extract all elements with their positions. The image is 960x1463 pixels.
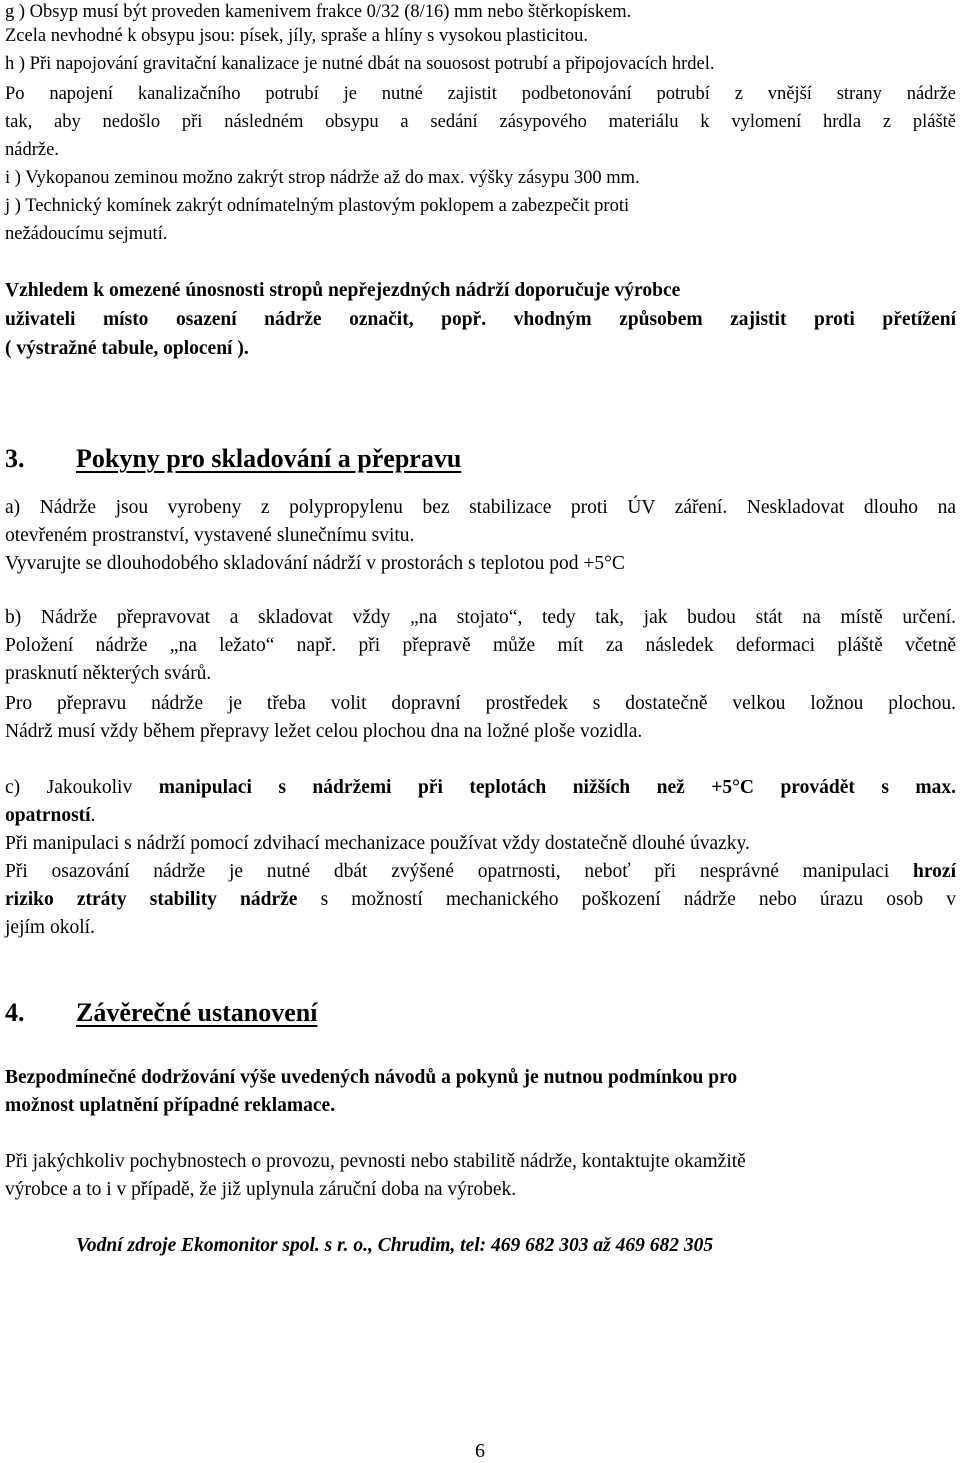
section-3-heading bbox=[5, 443, 461, 475]
company-contact: Vodní zdroje Ekomonitor spol. s r. o., Chrudim, tel: 469 682 303 až 469 682 305 bbox=[76, 1235, 714, 1256]
section-4-heading bbox=[5, 997, 317, 1029]
section-3-a-line-3: Vyvarujte se dlouhodobého skladování nádrží v prostorách s teplotou pod +5°C bbox=[5, 553, 625, 574]
section-3-c-line-4 bbox=[5, 860, 956, 884]
warning-line-1: Vzhledem k omezené únosnosti stropů nepřejezdných nádrží doporučuje výrobce bbox=[5, 280, 681, 301]
section-4-number: 4. bbox=[5, 998, 25, 1027]
section-3-b-line-1: b) Nádrže přepravovat a skladovat vždy „na stojato“, tedy tak, jak budou stát na místě určení. bbox=[5, 607, 956, 628]
text-line-h-2: Po napojení kanalizačního potrubí je nutné zajistit podbetonování potrubí z vnější strany nádrže bbox=[5, 84, 956, 104]
section-3-c-emphasis: manipulaci s nádržemi při teplotách nižších než +5°C provádět s max. bbox=[158, 777, 956, 798]
section-3-c-intro: c) Jakoukoliv bbox=[5, 777, 159, 798]
section-3-title: Pokyny pro skladování a přepravu bbox=[76, 444, 462, 473]
section-3-c-emphasis-3: hrozí bbox=[913, 861, 956, 882]
section-3-c-emphasis-2: opatrností bbox=[5, 805, 91, 826]
text-line-j-2: nežádoucímu sejmutí. bbox=[5, 224, 168, 244]
section-4-line-2: výrobce a to i v případě, že již uplynula záruční doba na výrobek. bbox=[5, 1179, 517, 1200]
page-number: 6 bbox=[475, 1440, 485, 1462]
text-line-j: j ) Technický komínek zakrýt odnímatelným plastovým poklopem a zabezpečit proti bbox=[5, 196, 630, 216]
warning-line-3: ( výstražné tabule, oplocení ). bbox=[5, 338, 249, 359]
section-4-bold-line-2: možnost uplatnění případné reklamace. bbox=[5, 1095, 336, 1116]
section-3-c-line-2 bbox=[5, 804, 95, 828]
text-line-h-4: nádrže. bbox=[5, 140, 59, 160]
text-line-g: g ) Obsyp musí být proveden kamenivem frakce 0/32 (8/16) mm nebo štěrkopískem. bbox=[5, 2, 632, 22]
text-line-g-2: Zcela nevhodné k obsypu jsou: písek, jíly, spraše a hlíny s vysokou plasticitou. bbox=[5, 26, 589, 46]
section-3-b-line-5: Nádrž musí vždy během přepravy ležet celou plochou dna na ložné ploše vozidla. bbox=[5, 721, 643, 742]
section-4-bold-line-1: Bezpodmínečné dodržování výše uvedených návodů a pokynů je nutnou podmínkou pro bbox=[5, 1067, 738, 1088]
text-line-i: i ) Vykopanou zeminou možno zakrýt strop nádrže až do max. výšky zásypu 300 mm. bbox=[5, 168, 640, 188]
section-3-c-line-5 bbox=[5, 888, 956, 912]
warning-line-2: uživateli místo osazení nádrže označit, popř. vhodným způsobem zajistit proti přetížení bbox=[5, 309, 956, 330]
section-3-c-line-1 bbox=[5, 776, 956, 800]
text-line-h: h ) Při napojování gravitační kanalizace je nutné dbát na souosost potrubí a připojovacích hrdel. bbox=[5, 54, 715, 74]
section-3-a-line-2: otevřeném prostranství, vystavené slunečnímu svitu. bbox=[5, 525, 415, 546]
section-4-line-1: Při jakýchkoliv pochybnostech o provozu, pevnosti nebo stabilitě nádrže, kontaktujte okamžitě bbox=[5, 1151, 746, 1172]
section-3-c-text-2: s možností mechanického poškození nádrže nebo úrazu osob v bbox=[297, 889, 956, 910]
section-3-a-line-1: a) Nádrže jsou vyrobeny z polypropylenu bez stabilizace proti ÚV záření. Neskladovat dlouho na bbox=[5, 497, 956, 518]
text-line-h-3: tak, aby nedošlo při následném obsypu a sedání zásypového materiálu k vylomení hrdla z pláště bbox=[5, 112, 956, 132]
section-3-c-text: Při osazování nádrže je nutné dbát zvýšené opatrnosti, neboť při nesprávné manipulaci bbox=[5, 861, 914, 882]
section-3-c-emphasis-4: riziko ztráty stability nádrže bbox=[5, 889, 298, 910]
section-3-c-line-3: Při manipulaci s nádrží pomocí zdvihací mechanizace používat vždy dostatečně dlouhé úvazky. bbox=[5, 833, 750, 854]
section-3-number: 3. bbox=[5, 444, 25, 473]
section-3-b-line-4: Pro přepravu nádrže je třeba volit dopravní prostředek s dostatečně velkou ložnou plochou. bbox=[5, 693, 956, 714]
section-3-c-period: . bbox=[90, 805, 96, 826]
section-3-b-line-3: prasknutí některých svárů. bbox=[5, 663, 212, 684]
section-3-c-line-6: jejím okolí. bbox=[5, 917, 95, 938]
section-4-title: Závěrečné ustanovení bbox=[76, 998, 318, 1027]
section-3-b-line-2: Položení nádrže „na ležato“ např. při přepravě může mít za následek deformaci pláště včetně bbox=[5, 635, 956, 656]
